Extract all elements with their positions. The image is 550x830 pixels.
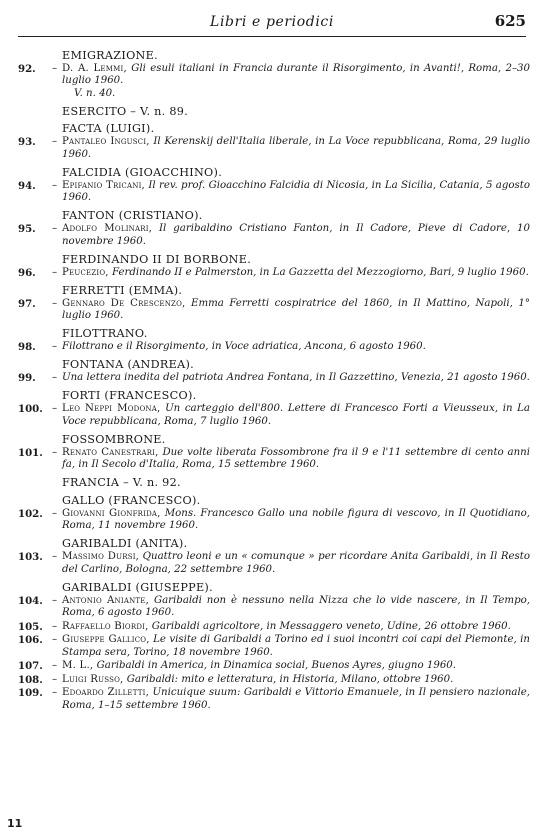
bibliography-entry — [18, 63, 530, 101]
entry-dash: – — [52, 687, 58, 698]
entry-body — [62, 403, 530, 428]
entry-publication: in Avanti!, Roma, 2–30 luglio 1960. — [62, 62, 531, 86]
entry-dash: – — [52, 446, 58, 458]
entry-body — [62, 551, 530, 576]
entry-title: Filottrano e il Risorgimento, — [62, 341, 209, 352]
entry-title: Le visite di Garibaldi a Torino ed i suoi incontri coi capi del Piemonte, — [153, 634, 517, 645]
entry-number: 95. — [18, 223, 36, 235]
entry-dash: – — [52, 673, 58, 685]
entry-author: Edoardo Zilletti, — [62, 687, 150, 698]
entry-dash: – — [52, 634, 58, 645]
entry-title: Garibaldi agricoltore, — [151, 620, 264, 632]
entry-number: 106. — [18, 634, 43, 646]
entry-body — [62, 595, 530, 620]
bibliography-entry — [18, 341, 530, 354]
entry-publication: in Il Resto del Carlino, Bologna, 22 settembre 1960. — [62, 551, 530, 575]
entry-publication: in Il Secolo d'Italia, Roma, 15 settembre 1960. — [78, 459, 320, 470]
entry-author: Gennaro De Crescenzo, — [62, 297, 186, 309]
entry-title: Il garibaldino Cristiano Fanton, — [159, 223, 333, 234]
entry-number: 96. — [18, 266, 36, 279]
entry-dash: – — [52, 594, 58, 606]
bibliography-entry — [18, 136, 530, 161]
entry-publication: in La Voce repubblicana, Roma, 29 luglio 1960. — [62, 136, 530, 160]
entry-title: Mons. Francesco Gallo una nobile figura di vescovo, — [164, 507, 441, 519]
entry-publication: in Dinamica social, Buenos Ayres, giugno 1960. — [210, 660, 457, 671]
section-heading: GARIBALDI (ANITA). — [62, 537, 188, 550]
section-heading: FOSSOMBRONE. — [62, 432, 166, 446]
entry-author: Luigi Russo, — [62, 673, 124, 685]
entry-author: D. A. Lemmi, — [62, 62, 127, 74]
section-heading: ESERCITO – V. n. 89. — [62, 104, 189, 118]
bibliography-entry — [18, 687, 530, 712]
entry-title: Il rev. prof. Gioacchino Falcidia di Nicosia, — [148, 179, 369, 191]
entry-number: 97. — [18, 297, 36, 310]
entry-number: 100. — [18, 403, 43, 415]
bibliography-entry — [18, 372, 530, 385]
entry-body — [62, 687, 530, 712]
section-heading: GARIBALDI (GIUSEPPE). — [62, 580, 213, 594]
entry-body — [62, 63, 530, 101]
bibliography-entry — [18, 403, 530, 428]
entry-body — [62, 341, 530, 354]
entry-dash: – — [52, 62, 58, 74]
entry-cross-reference: V. n. 40. — [74, 87, 116, 99]
section-heading: FILOTTRANO. — [62, 327, 148, 340]
entry-body — [62, 621, 530, 634]
entry-number: 107. — [18, 660, 43, 672]
page-number: 625 — [494, 12, 526, 30]
entry-author: Leo Neppi Modona, — [62, 403, 161, 414]
bibliography-entry — [18, 621, 530, 634]
entry-number: 99. — [18, 372, 36, 384]
entry-author: M. L., — [62, 660, 94, 671]
section-heading: FERDINANDO II DI BORBONE. — [62, 252, 252, 266]
entry-number: 102. — [18, 507, 43, 520]
bibliography-entry — [18, 551, 530, 576]
entry-title: Un carteggio dell'800. Lettere di Francesco Forti a Vieusseux, — [165, 403, 499, 414]
section-heading: FERRETTI (EMMA). — [62, 283, 183, 297]
entry-dash: – — [52, 551, 58, 562]
entry-dash: – — [52, 266, 58, 278]
entry-dash: – — [52, 507, 58, 519]
entry-body — [62, 447, 530, 472]
entry-author: Massimo Dursi, — [62, 551, 140, 562]
bibliography-entry — [18, 267, 530, 280]
entry-publication: in Historia, Milano, ottobre 1960. — [279, 673, 454, 685]
entry-body — [62, 223, 530, 248]
bibliography-entry — [18, 634, 530, 659]
entry-title: Ferdinando II e Palmerston, — [112, 266, 257, 278]
entry-title: Gli esuli italiani in Francia durante il Risorgimento, — [131, 62, 406, 74]
section-heading: FALCIDIA (GIOACCHINO). — [62, 165, 223, 179]
entry-dash: – — [52, 136, 58, 147]
entry-number: 105. — [18, 620, 43, 633]
entry-title: Garibaldi non è nessuno nella Nizza che lo vide nascere, — [153, 594, 461, 606]
entry-body — [62, 180, 530, 205]
entry-number: 92. — [18, 62, 36, 75]
bibliography-entry — [18, 223, 530, 248]
section-heading: FORTI (FRANCESCO). — [62, 389, 197, 402]
entry-title: Una lettera inedita del patriota Andrea Fontana, — [62, 372, 313, 383]
bibliography-entry — [18, 674, 530, 687]
section-heading: FACTA (LUIGI). — [62, 122, 155, 135]
entry-number: 94. — [18, 179, 36, 192]
entry-author: Pantaleo Ingusci, — [62, 136, 150, 147]
page-header — [18, 12, 526, 37]
entry-number: 104. — [18, 594, 43, 607]
section-heading: FRANCIA – V. n. 92. — [62, 476, 181, 489]
entry-publication: in Il pensiero nazionale, Roma, 1–15 settembre 1960. — [62, 687, 530, 711]
entry-body — [62, 674, 530, 687]
entry-body — [62, 634, 530, 659]
entry-dash: – — [52, 372, 58, 383]
entry-publication: in La Sicilia, Catania, 5 agosto 1960. — [62, 179, 530, 203]
entry-publication: in Il Tempo, Roma, 6 agosto 1960. — [62, 594, 530, 618]
entry-author: Giuseppe Gallico, — [62, 634, 150, 645]
entry-publication: in Stampa sera, Torino, 18 novembre 1960. — [62, 634, 530, 658]
entry-number: 93. — [18, 136, 36, 148]
entry-author: Peucezio, — [62, 266, 109, 278]
entry-body — [62, 136, 530, 161]
section-heading: EMIGRAZIONE. — [62, 48, 158, 62]
entry-author: Adolfo Molinari, — [62, 223, 153, 234]
entry-author: Raffaello Biordi, — [62, 620, 149, 632]
entry-author: Antonio Aniante, — [62, 594, 150, 606]
entry-publication: in Voce adriatica, Ancona, 6 agosto 1960. — [211, 341, 426, 352]
entry-dash: – — [52, 403, 58, 414]
entry-title: Emma Ferretti cospiratrice del 1860, — [191, 297, 393, 309]
entry-title: Due volte liberata Fossombrone fra il 9 e l'11 settembre di cento anni fa, — [62, 446, 530, 470]
entry-body — [62, 508, 530, 533]
entry-publication: in Il Mattino, Napoli, 1° luglio 1960. — [62, 297, 530, 321]
bibliography-entry — [18, 508, 530, 533]
entry-dash: – — [52, 223, 58, 234]
entry-publication: in Il Quotidiano, Roma, 11 novembre 1960. — [62, 507, 530, 531]
section-heading: GALLO (FRANCESCO). — [62, 493, 201, 507]
bibliography-entry — [18, 660, 530, 673]
entry-publication: in La Voce repubblicana, Roma, 7 luglio 1960. — [62, 403, 530, 427]
entry-title: Quattro leoni e un « comunque » per ricordare Anita Garibaldi, — [142, 551, 474, 562]
entry-number: 108. — [18, 673, 43, 686]
section-heading: FONTANA (ANDREA). — [62, 358, 194, 371]
entry-title: Il Kerenskij dell'Italia liberale, — [153, 136, 312, 147]
footer-mark: 11 — [7, 817, 23, 830]
bibliography-entry — [18, 298, 530, 323]
entry-author: Epifanio Tricani, — [62, 179, 145, 191]
entry-title: Garibaldi in America, — [96, 660, 208, 671]
entry-author: Renato Canestrari, — [62, 446, 159, 458]
entry-dash: – — [52, 297, 58, 309]
bibliography-entry — [18, 180, 530, 205]
entry-number: 98. — [18, 341, 36, 353]
entry-dash: – — [52, 179, 58, 191]
entry-body — [62, 298, 530, 323]
entry-number: 109. — [18, 687, 43, 699]
entry-body — [62, 660, 530, 673]
bibliography-entry — [18, 595, 530, 620]
entry-publication: in Il Gazzettino, Venezia, 21 agosto 1960. — [315, 372, 530, 383]
entry-author: Giovanni Gionfrida, — [62, 507, 161, 519]
entry-publication: in La Gazzetta del Mezzogiorno, Bari, 9 luglio 1960. — [259, 266, 529, 278]
entry-publication: in Messaggero veneto, Udine, 26 ottobre 1960. — [266, 620, 511, 632]
entry-title: Unicuique suum: Garibaldi e Vittorio Emanuele, — [152, 687, 402, 698]
entry-publication: in Il Cadore, Pieve di Cadore, 10 novembre 1960. — [62, 223, 530, 247]
entry-number: 101. — [18, 446, 43, 459]
bibliography-list — [18, 44, 530, 713]
entry-body — [62, 372, 530, 385]
entry-dash: – — [52, 660, 58, 671]
entry-title: Garibaldi: mito e letteratura, — [126, 673, 277, 685]
entry-dash: – — [52, 620, 58, 632]
section-heading: FANTON (CRISTIANO). — [62, 209, 203, 222]
running-title: Libri e periodici — [210, 14, 334, 30]
entry-body — [62, 267, 530, 280]
entry-number: 103. — [18, 551, 43, 563]
entry-dash: – — [52, 341, 58, 352]
bibliography-entry — [18, 447, 530, 472]
